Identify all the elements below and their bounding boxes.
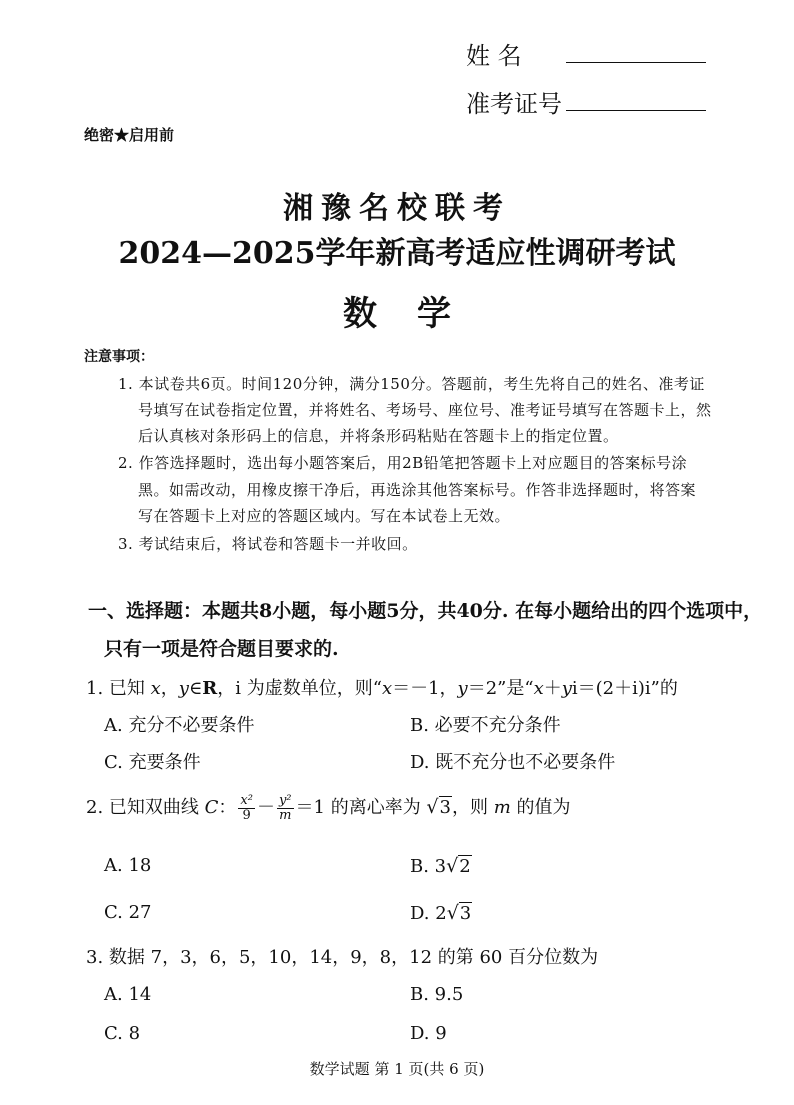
text: ＋ [543, 678, 562, 699]
notice-line: 3. 考试结束后，将试卷和答题卡一并收回。 [118, 535, 418, 553]
denominator: m [279, 807, 292, 823]
fraction-y2-over-m [277, 794, 294, 822]
sqrt-3: √3 [446, 902, 472, 924]
question-1-option-c: C. 充要条件 [104, 752, 201, 773]
question-3-option-a: A. 14 [104, 984, 152, 1005]
question-3-option-d: D. 9 [410, 1023, 447, 1044]
name-label: 姓 名 [466, 42, 522, 70]
text: ＝－1， [392, 678, 458, 699]
question-1-option-a: A. 充分不必要条件 [104, 715, 255, 736]
notice-line: 号填写在试卷指定位置，并将姓名、考场号、座位号、准考证号填写在答题卡上，然 [138, 401, 712, 419]
exam-id-blank-line [566, 110, 706, 111]
var: y [561, 678, 572, 699]
sqrt-3: √3 [426, 796, 451, 818]
notice-line: 写在答题卡上对应的答题区域内。写在本试卷上无效。 [138, 507, 511, 525]
question-2-option-d [410, 902, 472, 924]
var: y [178, 678, 189, 699]
section-heading: 一、选择题：本题共8小题，每小题5分，共40分. 在每小题给出的四个选项中， [88, 600, 763, 622]
notice-line: 黑。如需改动，用橡皮擦干净后，再选涂其他答案标号。作答非选择题时，将答案 [138, 481, 697, 499]
radicand: 2 [459, 856, 471, 877]
section-heading-cont: 只有一项是符合题目要求的. [104, 638, 339, 660]
question-3-option-c: C. 8 [104, 1023, 141, 1044]
text: － [256, 797, 275, 818]
var: C [204, 797, 219, 818]
var: m [493, 797, 511, 818]
notice-line: 2. 作答选择题时，选出每小题答案后，用2B铅笔把答题卡上对应题目的答案标号涂 [118, 454, 688, 472]
question-3-option-b: B. 9.5 [410, 984, 464, 1005]
var: x [381, 678, 393, 699]
real-set-symbol: R [202, 678, 218, 699]
question-2-option-c: C. 27 [104, 902, 152, 923]
text: ＝2”是“ [467, 678, 534, 699]
question-2-option-a: A. 18 [104, 855, 152, 876]
sqrt-2: √2 [446, 855, 471, 877]
var: x [533, 678, 544, 699]
radicand: 3 [439, 797, 451, 818]
fraction-x2-over-9 [238, 794, 255, 822]
text: ，则 [451, 797, 494, 818]
text: ＝1 的离心率为 [295, 797, 427, 818]
notice-line: 1. 本试卷共6页。时间120分钟，满分150分。答题前，考生先将自己的姓名、准考证 [118, 375, 705, 393]
question-1-stem [86, 674, 678, 700]
text: i＝(2＋i)i”的 [571, 678, 678, 699]
radicand: 3 [459, 903, 472, 924]
name-blank-line [566, 62, 706, 63]
page-footer: 数学试题 第 1 页(共 6 页) [309, 1060, 485, 1078]
question-1-option-d: D. 既不充分也不必要条件 [410, 752, 616, 773]
numerator: y² [278, 792, 292, 808]
subject-title: 数学 [343, 294, 491, 334]
text: 1. 已知 [86, 678, 151, 699]
exam-id-label: 准考证号 [466, 90, 562, 118]
notice-heading: 注意事项： [84, 349, 154, 365]
numerator: x² [240, 792, 253, 808]
text: ，i 为虚数单位，则“ [217, 678, 382, 699]
denominator: 9 [242, 807, 251, 823]
question-3-stem: 3. 数据 7，3，6，5，10，14，9，8，12 的第 60 百分位数为 [86, 947, 599, 968]
notice-line: 后认真核对条形码上的信息，并将条形码粘贴在答题卡上的指定位置。 [138, 427, 619, 445]
text: 2. 已知双曲线 [86, 797, 205, 818]
text: D. 2 [410, 903, 447, 924]
exam-name-title: 2024—2025学年新高考适应性调研考试 [118, 236, 676, 271]
text: ， [160, 678, 179, 699]
text: B. 3 [410, 856, 447, 877]
question-2-stem [86, 793, 571, 822]
exam-org-title: 湘豫名校联考 [283, 191, 511, 226]
text: 的值为 [510, 797, 571, 818]
confidential-mark: 绝密★启用前 [84, 126, 175, 144]
question-2-option-b [410, 855, 472, 877]
question-1-option-b: B. 必要不充分条件 [410, 715, 561, 736]
var: x [150, 678, 161, 699]
var: y [457, 678, 468, 699]
text: ∈ [188, 678, 203, 699]
text: ： [218, 797, 237, 818]
